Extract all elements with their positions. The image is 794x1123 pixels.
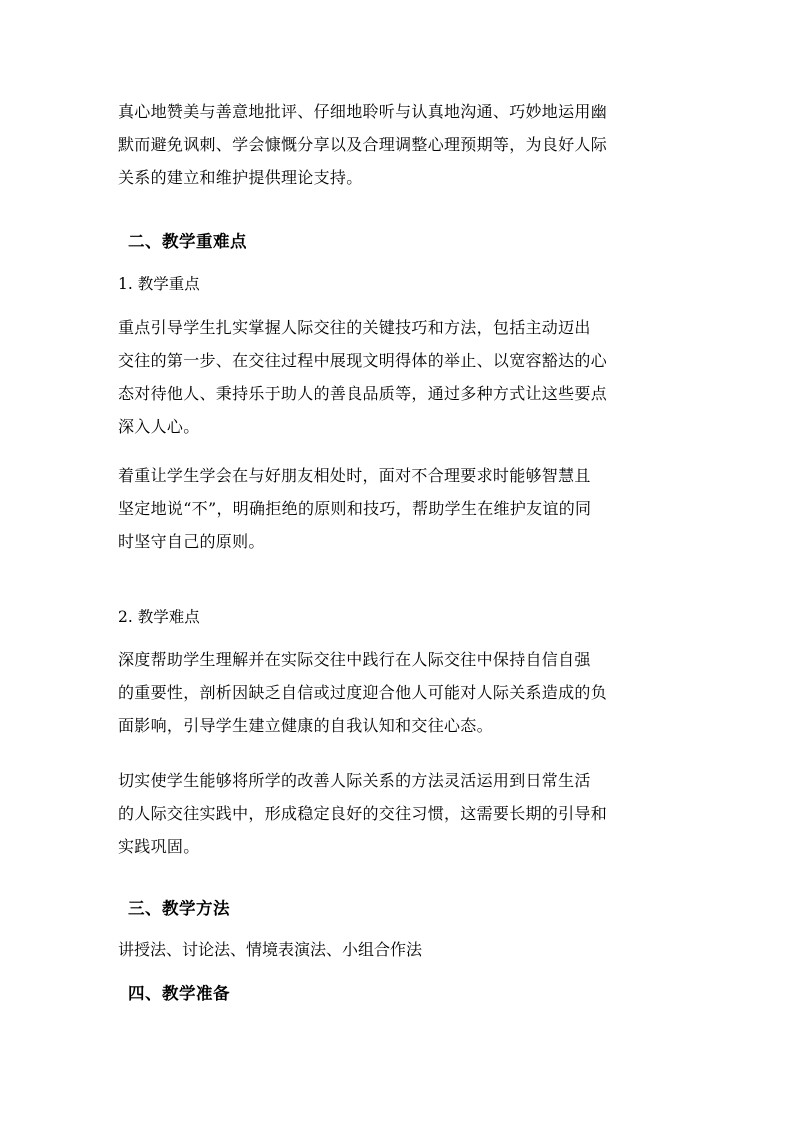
difficulty-paragraph-2 xyxy=(118,764,678,863)
intro-line: 真心地赞美与善意地批评、仔细地聆听与认真地沟通、巧妙地运用幽 xyxy=(118,102,608,121)
section-heading-teaching-methods: 三、教学方法 xyxy=(128,899,230,918)
intro-line: 默而避免讽刺、学会慷慨分享以及合理调整心理预期等，为良好人际 xyxy=(118,135,608,154)
subheading-teaching-focus: 1. 教学重点 xyxy=(118,275,200,293)
difficulty-p1-line: 深度帮助学生理解并在实际交往中践行在人际交往中保持自信自强 xyxy=(118,650,591,669)
difficulty-paragraph-1 xyxy=(118,643,678,742)
subheading-teaching-difficulty: 2. 教学难点 xyxy=(118,608,200,626)
difficulty-p1-line: 的重要性，剖析因缺乏自信或过度迎合他人可能对人际关系造成的负 xyxy=(118,683,608,702)
section-heading-key-difficult-points: 二、教学重难点 xyxy=(128,232,247,251)
focus-p1-line: 态对待他人、秉持乐于助人的善良品质等，通过多种方式让这些要点 xyxy=(118,384,608,403)
focus-p2-line: 着重让学生学会在与好朋友相处时，面对不合理要求时能够智慧且 xyxy=(118,466,591,485)
focus-p2-line: 时坚守自己的原则。 xyxy=(118,532,265,551)
intro-line: 关系的建立和维护提供理论支持。 xyxy=(118,168,363,187)
difficulty-p2-line: 实践巩固。 xyxy=(118,837,200,856)
focus-p1-line: 交往的第一步、在交往过程中展现文明得体的举止、以宽容豁达的心 xyxy=(118,351,608,370)
focus-paragraph-1 xyxy=(118,311,678,443)
section-heading-teaching-preparation: 四、教学准备 xyxy=(128,984,230,1003)
difficulty-p1-line: 面影响，引导学生建立健康的自我认知和交往心态。 xyxy=(118,716,493,735)
focus-p1-line: 深入人心。 xyxy=(118,417,200,436)
difficulty-p2-line: 的人际交往实践中，形成稳定良好的交往习惯，这需要长期的引导和 xyxy=(118,804,608,823)
difficulty-p2-line: 切实使学生能够将所学的改善人际关系的方法灵活运用到日常生活 xyxy=(118,771,591,790)
intro-paragraph xyxy=(118,95,678,194)
focus-p1-line: 重点引导学生扎实掌握人际交往的关键技巧和方法，包括主动迈出 xyxy=(118,318,591,337)
focus-paragraph-2 xyxy=(118,459,678,558)
focus-p2-line: 坚定地说“不”，明确拒绝的原则和技巧，帮助学生在维护友谊的同 xyxy=(118,499,592,518)
teaching-methods-list: 讲授法、讨论法、情境表演法、小组合作法 xyxy=(118,940,423,959)
